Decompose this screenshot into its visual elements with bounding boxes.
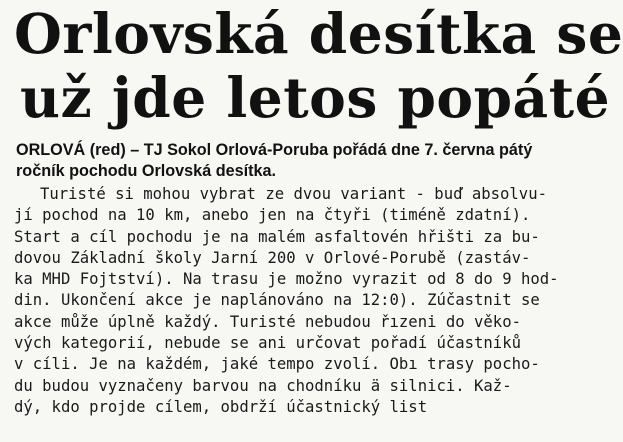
body-line: dovou Základní školy Jarní 200 v Orlové-Porubě (zastáv- (14, 248, 531, 267)
body-line: akce může úplně každý. Turisté nebudou řızeni do věko- (14, 312, 521, 331)
body-line: Start a cíl pochodu je na malém asfaltovén hřišti za bu- (14, 227, 540, 246)
headline-line-1: Orlovská desítka se (14, 1, 623, 66)
body-line: du budou vyznačeny barvou na chodníku ä silnici. Kaž- (14, 376, 512, 395)
body-line: ka MHD Fojtství). Na trasu je možno vyrazit od 8 do 9 hod- (14, 270, 559, 289)
body-line: v cíli. Je na každém, jaké tempo zvolí. Obı trasy pocho- (14, 355, 540, 374)
lead-line: ročník pochodu Orlovská desítka. (16, 162, 276, 180)
body-line: dý, kdo projde cílem, obdrží účastnický list (14, 397, 428, 416)
lead-paragraph (16, 140, 546, 182)
body-line: Turisté si mohou vybrat ze dvou variant - buď absolvu- (40, 185, 547, 203)
body-line: din. Ukončení akce je naplánováno na 12:0). Zúčastnit se (14, 291, 540, 310)
body-line: vých kategorií, nebude se ani určovat pořadí účastníků (14, 334, 521, 353)
lead-line: ORLOVÁ (red) – TJ Sokol Orlová-Poruba pořádá dne 7. června pátý (16, 141, 533, 159)
headline-line-2: už jde letos popáté (20, 65, 611, 130)
body-line: jí pochod na 10 km, anebo jen na čtyři (timéně zdatní). (14, 206, 531, 225)
body-paragraph (14, 184, 559, 418)
